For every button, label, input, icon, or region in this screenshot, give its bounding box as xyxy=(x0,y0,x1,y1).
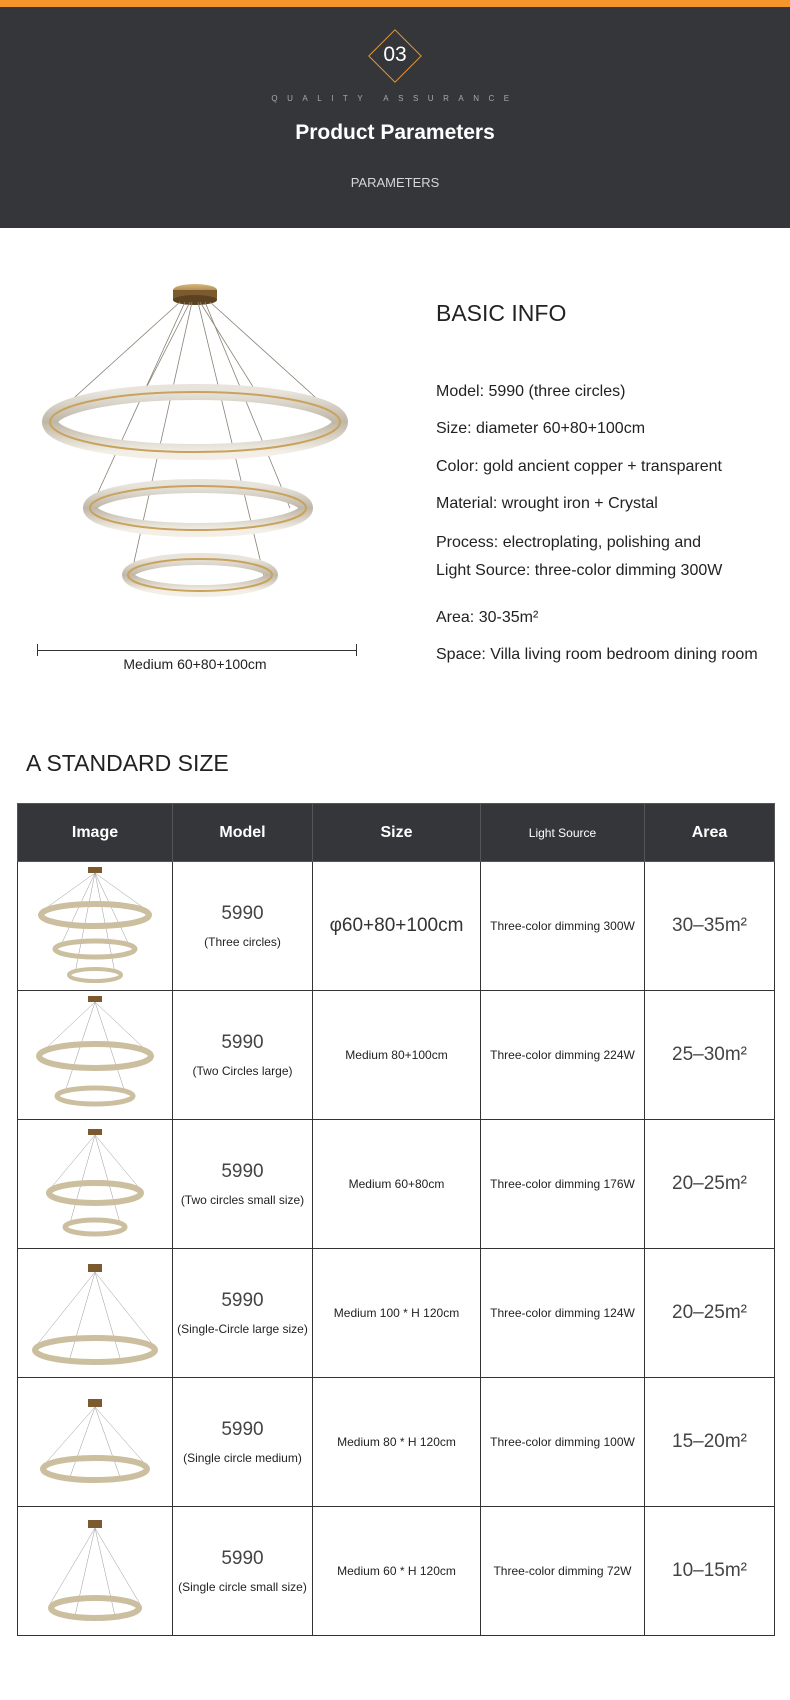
table-row xyxy=(18,1507,775,1636)
model-number: 5990 xyxy=(221,1032,264,1053)
row-area xyxy=(645,1120,775,1249)
row-light xyxy=(481,991,645,1120)
header-model: Model xyxy=(173,804,313,862)
info-space: Space: Villa living room bedroom dining room xyxy=(436,646,758,663)
model-variant: (Single circle small size) xyxy=(178,1580,307,1594)
table-row xyxy=(18,1249,775,1378)
row-light xyxy=(481,1507,645,1636)
row-size xyxy=(313,862,481,991)
area-value: 10–15m² xyxy=(672,1560,747,1581)
info-material: Material: wrought iron + Crystal xyxy=(436,495,658,512)
chandelier-icon xyxy=(30,280,370,640)
row-size xyxy=(313,1507,481,1636)
info-process: Process: electroplating, polishing and xyxy=(436,534,702,551)
table-row xyxy=(18,862,775,991)
light-value: Three-color dimming 176W xyxy=(490,1177,635,1191)
page-title: Product Parameters xyxy=(295,121,495,144)
row-model xyxy=(173,1120,313,1249)
table-row xyxy=(18,991,775,1120)
area-value: 15–20m² xyxy=(672,1431,747,1452)
info-size: Size: diameter 60+80+100cm xyxy=(436,420,646,437)
table-row xyxy=(18,1378,775,1507)
model-number: 5990 xyxy=(221,1290,264,1311)
chandelier-three-rings-icon xyxy=(30,863,160,989)
row-image xyxy=(18,1507,173,1636)
header-size: Size xyxy=(313,804,481,862)
dimension-tick-left xyxy=(37,644,38,656)
area-value: 20–25m² xyxy=(672,1302,747,1323)
chandelier-single-ring-small-icon xyxy=(30,1508,160,1634)
row-model xyxy=(173,1378,313,1507)
model-variant: (Two circles small size) xyxy=(180,1193,305,1207)
row-size xyxy=(313,1249,481,1378)
size-value: Medium 80 * H 120cm xyxy=(337,1435,456,1449)
size-table xyxy=(17,803,775,1636)
row-light xyxy=(481,1120,645,1249)
light-value: Three-color dimming 124W xyxy=(490,1306,635,1320)
chandelier-two-rings-small-icon xyxy=(30,1121,160,1247)
model-number: 5990 xyxy=(221,903,264,924)
dimension-label: Medium 60+80+100cm xyxy=(123,656,267,672)
row-light xyxy=(481,862,645,991)
page-subtitle: PARAMETERS xyxy=(350,175,440,190)
row-model xyxy=(173,1507,313,1636)
model-number: 5990 xyxy=(221,1419,264,1440)
chandelier-single-ring-large-icon xyxy=(30,1250,160,1376)
row-area xyxy=(645,991,775,1120)
model-variant: (Two Circles large) xyxy=(192,1064,293,1078)
header-image: Image xyxy=(18,804,173,862)
info-color: Color: gold ancient copper + transparent xyxy=(436,458,722,475)
size-value: φ60+80+100cm xyxy=(329,915,464,936)
row-model xyxy=(173,991,313,1120)
info-light-source: Light Source: three-color dimming 300W xyxy=(436,562,723,579)
model-variant: (Single circle medium) xyxy=(183,1451,302,1465)
row-size xyxy=(313,991,481,1120)
row-light xyxy=(481,1378,645,1507)
light-value: Three-color dimming 100W xyxy=(490,1435,635,1449)
dimension-line xyxy=(37,650,357,651)
row-image xyxy=(18,862,173,991)
header-area: Area xyxy=(645,804,775,862)
area-value: 25–30m² xyxy=(672,1044,747,1065)
model-number: 5990 xyxy=(221,1161,264,1182)
light-value: Three-color dimming 224W xyxy=(490,1048,635,1062)
row-area xyxy=(645,862,775,991)
area-value: 30–35m² xyxy=(672,915,747,936)
info-model: Model: 5990 (three circles) xyxy=(436,383,626,400)
area-value: 20–25m² xyxy=(672,1173,747,1194)
chandelier-two-rings-large-icon xyxy=(30,992,160,1118)
light-value: Three-color dimming 72W xyxy=(493,1564,632,1578)
table-header-row xyxy=(18,804,775,862)
dimension-tick-right xyxy=(356,644,357,656)
row-size xyxy=(313,1378,481,1507)
standard-size-title: A STANDARD SIZE xyxy=(26,750,229,776)
model-variant: (Three circles) xyxy=(204,935,281,949)
size-value: Medium 100 * H 120cm xyxy=(333,1306,460,1320)
row-image xyxy=(18,991,173,1120)
model-variant: (Single-Circle large size) xyxy=(177,1322,308,1336)
info-area: Area: 30-35m² xyxy=(436,609,539,626)
eyebrow-text: QUALITY ASSURANCE xyxy=(271,94,519,103)
chandelier-single-ring-medium-icon xyxy=(30,1379,160,1505)
header-light-source: Light Source xyxy=(481,804,645,862)
row-image xyxy=(18,1120,173,1249)
row-area xyxy=(645,1378,775,1507)
basic-info-title: BASIC INFO xyxy=(436,300,567,326)
row-model xyxy=(173,862,313,991)
table-row xyxy=(18,1120,775,1249)
size-value: Medium 60+80cm xyxy=(348,1177,445,1191)
model-number: 5990 xyxy=(221,1548,264,1569)
row-area xyxy=(645,1507,775,1636)
row-light xyxy=(481,1249,645,1378)
top-accent-bar xyxy=(0,0,790,7)
size-value: Medium 80+100cm xyxy=(345,1048,448,1062)
row-model xyxy=(173,1249,313,1378)
row-area xyxy=(645,1249,775,1378)
size-value: Medium 60 * H 120cm xyxy=(337,1564,456,1578)
row-image xyxy=(18,1249,173,1378)
row-size xyxy=(313,1120,481,1249)
section-number: 03 xyxy=(383,43,407,66)
row-image xyxy=(18,1378,173,1507)
light-value: Three-color dimming 300W xyxy=(490,919,635,933)
